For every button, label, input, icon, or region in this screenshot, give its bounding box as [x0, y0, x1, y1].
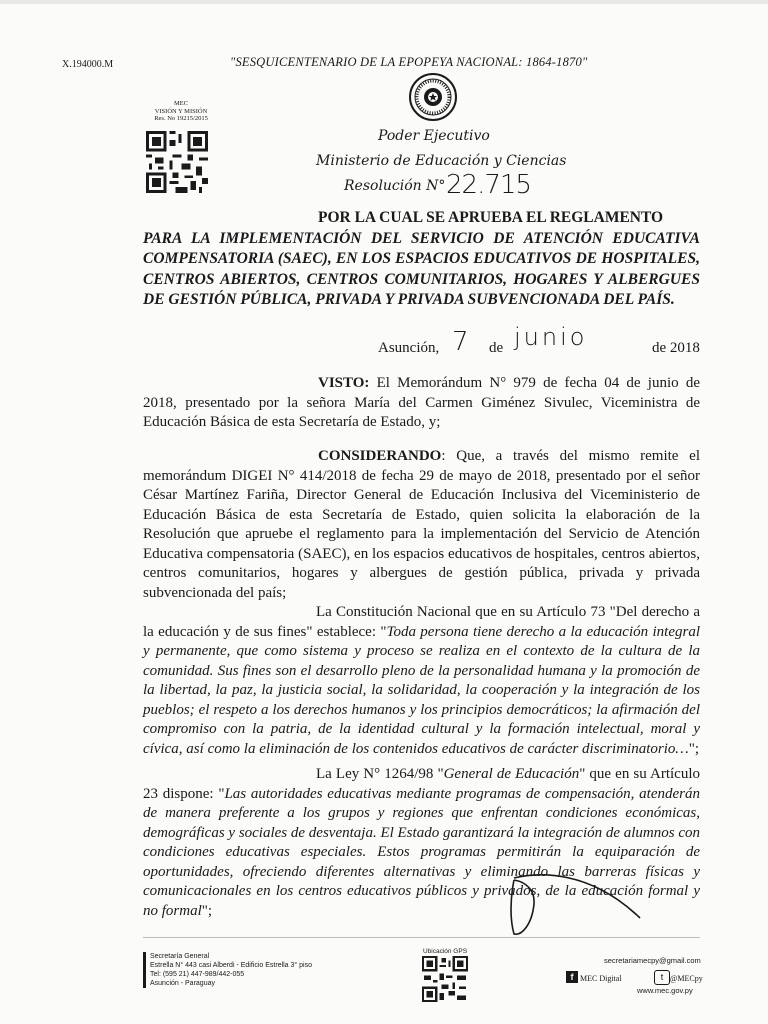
considerando-text: : Que, a través del mismo remite el memorándum DIGEI N° 414/2018 de fecha 29 de mayo de 2018, presentado por el señor César Martínez Fariña, Director General de Educación Inclusiva del Viceministerio de Educación Básica de esta Secretaría de Estado, quien solicita la elaboración de la Resolución que apruebe el reglamento para la implementación del Servicio de Atención Educativa compensatoria (SAEC), en los espacios educativos de hospitales, centros abiertos, centros comunitarios, hogares y albergues de gestión pública, privada y privada subvencionada del país; [143, 448, 700, 601]
footer-line: Tel: (595 21) 447-989/442-055 [150, 971, 245, 978]
ley-mid: " que en su Artículo 23 dispone: " [143, 766, 700, 802]
title-rest: PARA LA IMPLEMENTACIÓN DEL SERVICIO DE ATENCIÓN EDUCATIVA COMPENSATORIA (SAEC), EN LOS ESPACIOS EDUCATIVOS DE HOSPITALES, CENTROS ABIERTOS, CENTROS COMUNITARIOS, HOGARES Y ALBERGUES DE GESTIÓN PÚBLICA, PRIVADA Y PRIVADA SUBVENCIONADA DEL PAÍS. [143, 229, 700, 308]
considerando-label: CONSIDERANDO [318, 448, 442, 464]
footer-line: Asunción - Paraguay [150, 980, 215, 987]
top-scan-edge [0, 0, 768, 4]
document-code: X.194000.M [62, 59, 114, 70]
footer-facebook: MEC Digital [580, 974, 622, 983]
ministerio-heading: Ministerio de Educación y Ciencias [316, 153, 567, 169]
ley-close: "; [201, 902, 213, 919]
title-line-1: POR LA CUAL SE APRUEBA EL REGLAMENTO [318, 209, 664, 226]
footer-address [143, 952, 312, 988]
date-de: de [489, 340, 504, 356]
ley-name: General de Educación [443, 766, 580, 782]
considerando-paragraph [143, 447, 700, 603]
national-seal-icon [408, 72, 458, 122]
gps-label: Ubicación GPS [422, 948, 468, 955]
qr-code-icon [146, 131, 208, 193]
twitter-icon: t [654, 970, 670, 985]
facebook-icon: f [566, 971, 578, 983]
footer-website: www.mec.gov.py [637, 986, 693, 995]
footer-line: Estrella N° 443 casi Alberdi - Edificio Estrella 3° piso [150, 962, 313, 969]
resolucion-number: 22.715 [446, 170, 531, 200]
date-year: de 2018 [652, 340, 700, 356]
signature-mark [500, 870, 650, 940]
date-day: 7 [452, 327, 469, 357]
constitucion-close: "; [688, 740, 700, 757]
poder-ejecutivo-heading: Poder Ejecutivo [378, 128, 490, 144]
constitucion-quote: Toda persona tiene derecho a la educación integral y permanente, que como sistema y proceso se realiza en el contexto de la cultura de la comunidad. Sus fines son el desarrollo pleno de la personalidad humana y la promoción de la libertad, la paz, la justicia social, la solidaridad, la cooperación y la integración de los pueblos; el respeto a los derechos humanos y los principios democráticos; la afirmación del compromiso con la patria, de la identidad cultural y la formación intelectual, moral y cívica, así como la eliminación de los contenidos educativos de carácter discriminatorio… [143, 623, 700, 757]
footer-divider [143, 937, 700, 938]
constitucion-paragraph [143, 603, 700, 759]
resolution-title [143, 208, 700, 311]
resolucion-label: Resolución N° [344, 178, 446, 194]
header-motto: "SESQUICENTENARIO DE LA EPOPEYA NACIONAL: 1864-1870" [230, 55, 588, 69]
footer-line: Secretaría General [150, 953, 210, 960]
visto-label: VISTO: [318, 375, 370, 391]
visto-paragraph [143, 374, 700, 433]
constitucion-intro: La Constitución Nacional que en su Artículo 73 "Del derecho a la educación y de sus fines" establece: " [143, 604, 700, 640]
mec-line: VISIÓN Y MISIÓN [154, 107, 208, 115]
mec-vision-block [136, 100, 226, 123]
date-city: Asunción, [378, 340, 440, 356]
visto-text: El Memorándum N° 979 de fecha 04 de junio de 2018, presentado por la señora María del Carmen Giménez Sivulec, Viceministra de Educación Básica de esta Secretaría de Estado, y; [143, 375, 700, 430]
footer-twitter: @MECpy [670, 974, 703, 983]
ley-intro: La Ley N° 1264/98 " [316, 766, 444, 782]
mec-line: MEC [173, 100, 189, 107]
footer-email: secretariamecpy@gmail.com [604, 956, 701, 965]
date-month: junio [514, 323, 588, 351]
ley-quote: Las autoridades educativas mediante programas de compensación, atenderán de manera preferente a los grupos y regiones que enfrentan condiciones económicas, demográficas y sociales de desventaja. El Estado garantizará la integración de alumnos con condiciones educativas especiales. Estos programas permitirán la equiparación de oportunidades, ofreciendo diferentes alternativas y eliminando las barreras físicas y comunicacionales en los centros educativos públicos y privados, de la educación formal y no formal [143, 785, 701, 919]
mec-line: Res. No 19215/2015 [154, 115, 208, 122]
gps-qr-code-icon [422, 956, 468, 1002]
